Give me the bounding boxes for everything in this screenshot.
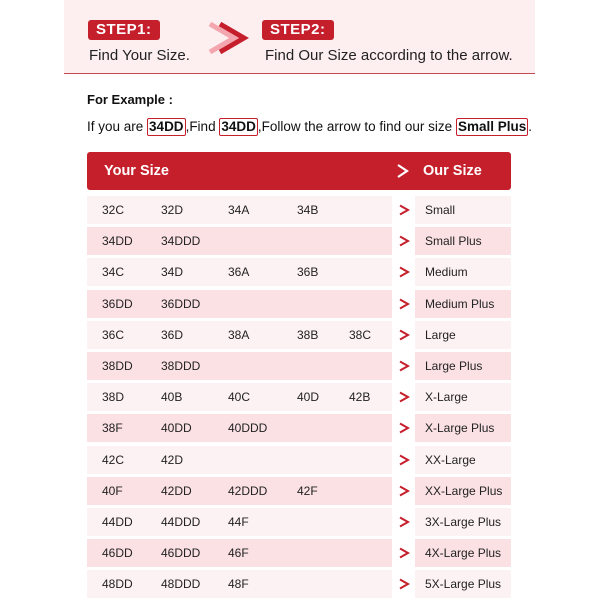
our-size-cell (415, 290, 511, 318)
chevron-right-icon (398, 391, 410, 403)
your-size-cell (87, 508, 392, 536)
your-size-value: 34DDD (161, 234, 201, 249)
your-size-value: 36C (102, 327, 125, 342)
your-size-value: 36B (297, 265, 319, 280)
our-size-value: X-Large (425, 390, 468, 405)
your-size-cell (87, 477, 392, 505)
our-size-cell (415, 196, 511, 224)
your-size-value: 46DDD (161, 546, 201, 561)
chevron-right-icon (398, 578, 410, 590)
table-row (87, 539, 511, 567)
example-text-part4: . (528, 119, 532, 134)
chevron-right-icon (396, 163, 410, 179)
your-size-cell (87, 321, 392, 349)
our-size-cell (415, 321, 511, 349)
your-size-value: 42D (161, 452, 184, 467)
double-chevron-right-icon (206, 16, 250, 60)
table-row (87, 290, 511, 318)
table-row (87, 383, 511, 411)
example-title: For Example : (87, 92, 173, 107)
your-size-value: 40B (161, 390, 183, 405)
our-size-cell (415, 446, 511, 474)
your-size-value: 40C (228, 390, 251, 405)
your-size-value: 36DD (102, 296, 133, 311)
example-text-part2: ,Find (185, 119, 220, 134)
chevron-right-icon (398, 266, 410, 278)
your-size-value: 42DDD (228, 483, 268, 498)
your-size-value: 46F (228, 546, 249, 561)
our-size-cell (415, 570, 511, 598)
table-row (87, 258, 511, 286)
your-size-value: 42B (349, 390, 371, 405)
chevron-right-icon (398, 204, 410, 216)
our-size-value: XX-Large Plus (425, 483, 503, 498)
chevron-right-icon (398, 329, 410, 341)
our-size-value: Small (425, 203, 456, 217)
your-size-value: 44DDD (161, 515, 201, 529)
your-size-cell (87, 352, 392, 380)
your-size-cell (87, 227, 392, 255)
our-size-cell (415, 258, 511, 286)
chevron-right-icon (398, 516, 410, 528)
our-size-value: 5X-Large Plus (425, 577, 502, 592)
chevron-right-icon (398, 422, 410, 434)
your-size-value: 48F (228, 577, 249, 592)
your-size-value: 46DD (102, 546, 133, 561)
our-size-value: XX-Large (425, 452, 476, 467)
your-size-cell (87, 196, 392, 224)
table-row (87, 477, 511, 505)
your-size-cell (87, 414, 392, 442)
our-size-value: Medium Plus (425, 296, 495, 311)
your-size-cell (87, 258, 392, 286)
table-row (87, 227, 511, 255)
your-size-value: 40F (102, 483, 123, 498)
your-size-value: 34DD (102, 234, 133, 249)
chevron-right-icon (398, 485, 410, 497)
your-size-value: 36DDD (161, 296, 201, 311)
your-size-value: 38A (228, 327, 250, 342)
your-size-value: 32C (102, 203, 125, 217)
your-size-value: 38D (102, 390, 125, 405)
your-size-value: 42C (102, 452, 125, 467)
table-header (87, 152, 511, 190)
our-size-value: X-Large Plus (425, 421, 495, 436)
table-row (87, 196, 511, 224)
your-size-cell (87, 383, 392, 411)
your-size-cell (87, 446, 392, 474)
chevron-right-icon (398, 454, 410, 466)
our-size-header: Our Size (423, 163, 482, 179)
your-size-value: 40DDD (228, 421, 268, 436)
your-size-value: 40DD (161, 421, 192, 436)
chevron-right-icon (398, 235, 410, 247)
your-size-value: 36A (228, 265, 250, 280)
step2-badge: STEP2: (262, 20, 334, 40)
your-size-value: 42DD (161, 483, 192, 498)
our-size-value: Small Plus (425, 234, 482, 249)
our-size-value: Large Plus (425, 359, 483, 373)
your-size-cell (87, 539, 392, 567)
example-your-size-2: 34DD (221, 119, 256, 134)
your-size-value: 34D (161, 265, 184, 280)
your-size-value: 48DD (102, 577, 133, 592)
size-chart-table (87, 152, 511, 592)
your-size-value: 38C (349, 327, 372, 342)
your-size-value: 34C (102, 265, 125, 280)
your-size-value: 44DD (102, 515, 133, 529)
your-size-value: 48DDD (161, 577, 201, 592)
table-row (87, 352, 511, 380)
example-your-size-1: 34DD (149, 119, 184, 134)
our-size-value: 4X-Large Plus (425, 546, 502, 561)
step1-badge: STEP1: (88, 20, 160, 40)
our-size-cell (415, 477, 511, 505)
example-text-part3: ,Follow the arrow to find our size (257, 119, 456, 134)
our-size-cell (415, 508, 511, 536)
your-size-header: Your Size (104, 163, 169, 179)
your-size-value: 38B (297, 327, 319, 342)
example-sentence (87, 118, 532, 136)
table-row (87, 570, 511, 598)
chevron-right-icon (398, 360, 410, 372)
chevron-right-icon (398, 547, 410, 559)
our-size-cell (415, 383, 511, 411)
our-size-value: 3X-Large Plus (425, 515, 502, 529)
your-size-value: 38DD (102, 359, 133, 373)
our-size-value: Large (425, 327, 456, 342)
table-row (87, 414, 511, 442)
our-size-value: Medium (425, 265, 468, 280)
chevron-right-icon (398, 298, 410, 310)
your-size-value: 40D (297, 390, 320, 405)
our-size-cell (415, 352, 511, 380)
your-size-value: 42F (297, 483, 318, 498)
your-size-value: 36D (161, 327, 184, 342)
table-row (87, 446, 511, 474)
our-size-cell (415, 539, 511, 567)
steps-header (64, 0, 535, 74)
our-size-cell (415, 227, 511, 255)
your-size-value: 38DDD (161, 359, 201, 373)
example-text-part1: If you are (87, 119, 148, 134)
example-our-size: Small Plus (457, 119, 527, 134)
our-size-cell (415, 414, 511, 442)
table-row (87, 508, 511, 536)
step1-text: Find Your Size. (89, 47, 190, 64)
your-size-value: 34A (228, 203, 250, 217)
table-row (87, 321, 511, 349)
your-size-cell (87, 290, 392, 318)
your-size-value: 34B (297, 203, 319, 217)
your-size-value: 38F (102, 421, 123, 436)
step2-text: Find Our Size according to the arrow. (265, 47, 513, 64)
your-size-value: 32D (161, 203, 184, 217)
your-size-value: 44F (228, 515, 249, 529)
your-size-cell (87, 570, 392, 598)
